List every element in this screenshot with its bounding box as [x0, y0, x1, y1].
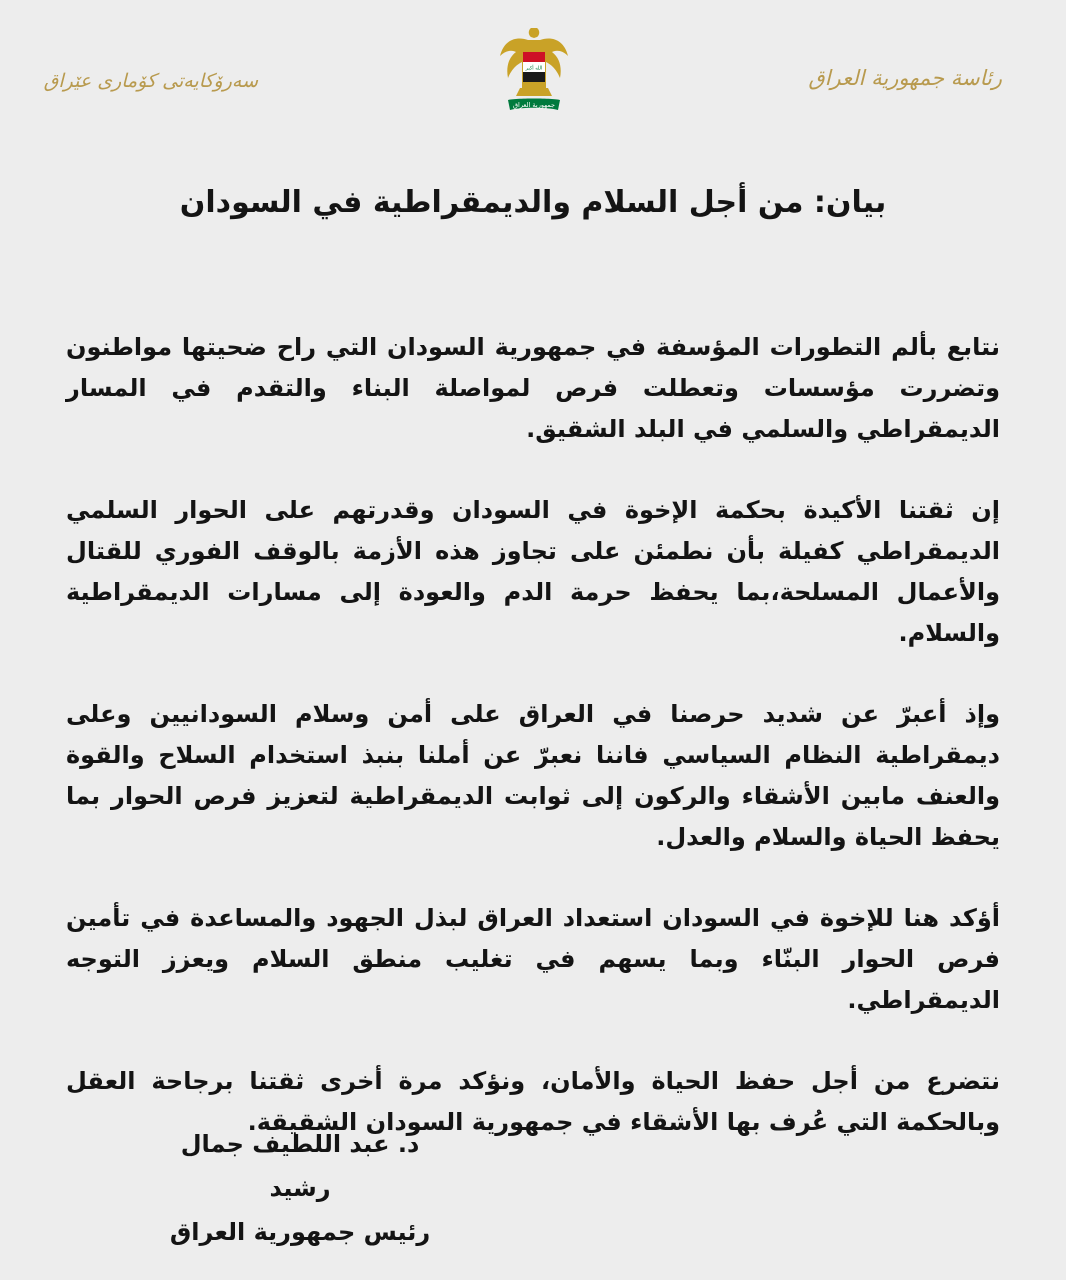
emblem-caption: جمهورية العراق — [513, 101, 555, 109]
emblem-takbir: الله أكبر — [525, 65, 543, 72]
eagle-emblem-icon — [498, 26, 570, 116]
letterhead — [0, 0, 1066, 140]
paragraph-2: إن ثقتنا الأكيدة بحكمة الإخوة في السودان وقدرتهم على الحوار السلمي الديمقراطي كفيلة بأن نطمئن على تجاوز هذه الأزمة بالوقف الفوري للقتال والأعمال المسلحة،بما يحفظ حرمة الدم والعودة إلى مسارات الديمقراطية والسلام. — [66, 496, 1000, 647]
signature-block — [150, 1122, 450, 1254]
paragraph-5: نتضرع من أجل حفظ الحياة والأمان، ونؤكد مرة أخرى ثقتنا برجاحة العقل وبالحكمة التي عُرف بها الأشقاء في جمهورية السودان الشقيقة. — [66, 1067, 1000, 1136]
paragraph-4: أؤكد هنا للإخوة في السودان استعداد العراق لبذل الجهود والمساعدة في تأمين فرص الحوار البنّاء وبما يسهم في تغليب منطق السلام ويعزز التوجه الديمقراطي. — [66, 904, 1000, 1014]
signatory-position: رئيس جمهورية العراق — [169, 1218, 431, 1246]
statement-title: بيان: من أجل السلام والديمقراطية في السودان — [179, 185, 887, 220]
statement-body — [66, 327, 1000, 1183]
arabic-presidency-logo: رئاسة جمهورية العراق — [808, 66, 1002, 90]
paragraph-1: نتابع بألم التطورات المؤسفة في جمهورية السودان التي راح ضحيتها مواطنون وتضررت مؤسسات وتعطلت فرص لمواصلة البناء والتقدم في المسار الديمقراطي والسلمي في البلد الشقيق. — [66, 333, 1000, 443]
paragraph-3: وإذ أعبرّ عن شديد حرصنا في العراق على أمن وسلام السودانيين وعلى ديمقراطية النظام السياسي فاننا نعبرّ عن أملنا بنبذ استخدام السلاح والقوة والعنف مابين الأشقاء والركون إلى ثوابت الديمقراطية لتعزيز فرص الحوار بما يحفظ الحياة والسلام والعدل. — [66, 700, 1000, 851]
kurdish-presidency-logo: سەرۆکایەتی کۆماری عێراق — [43, 70, 258, 92]
signatory-name: د. عبد اللطيف جمال رشيد — [180, 1130, 420, 1202]
